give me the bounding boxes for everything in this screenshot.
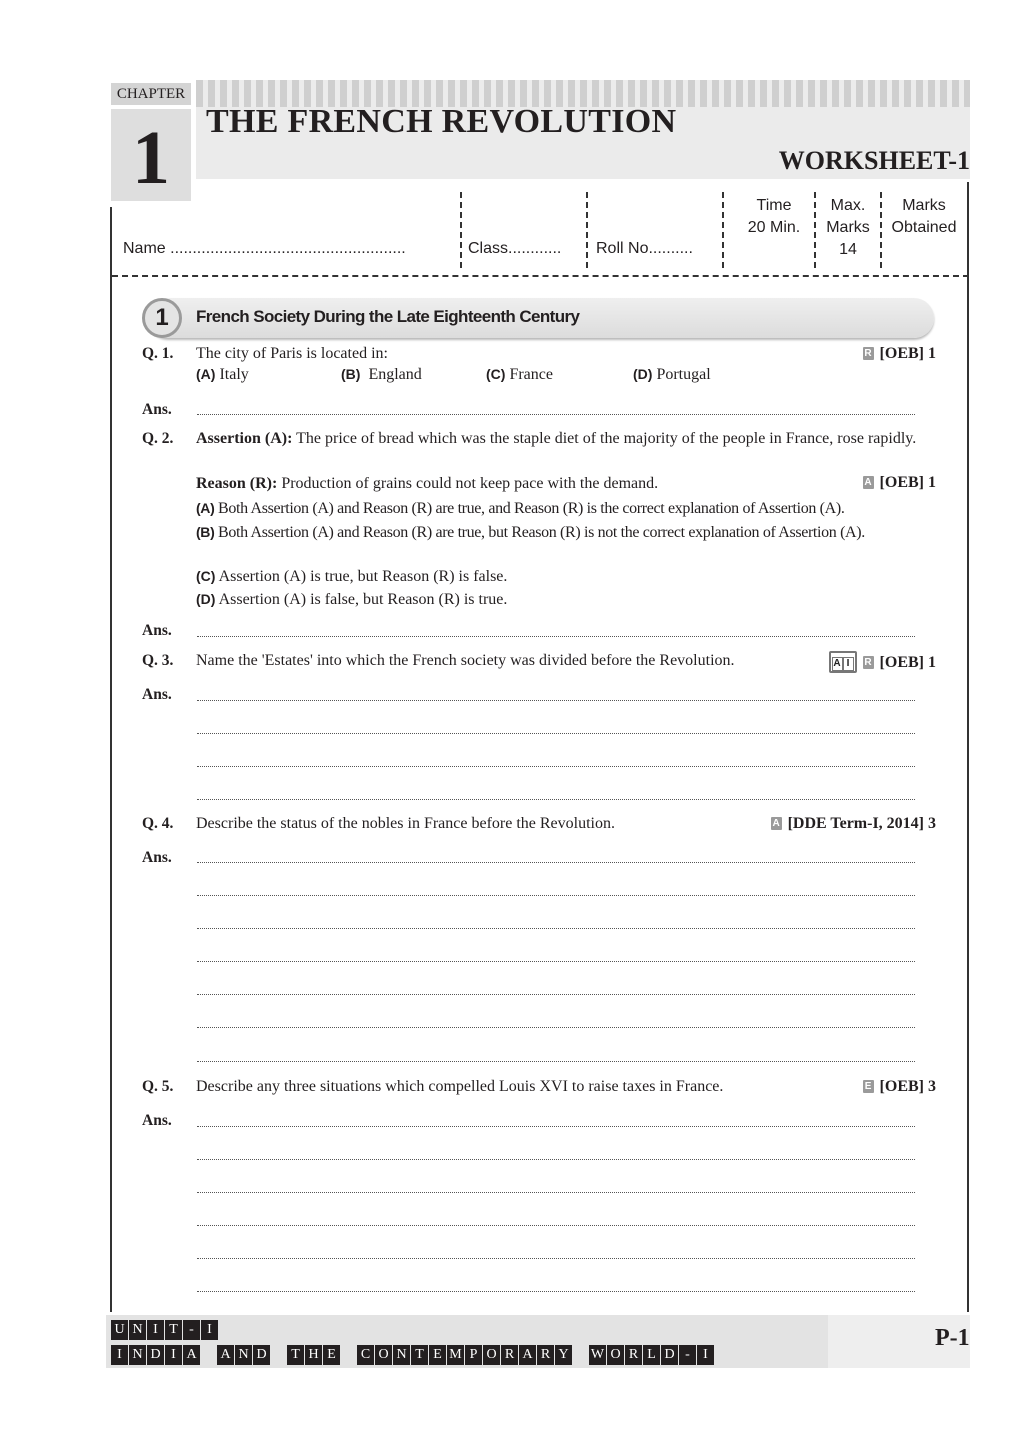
question-number: Q. 4. xyxy=(142,815,174,832)
letter-tile: N xyxy=(129,1320,146,1340)
letter-tile: D xyxy=(661,1345,678,1365)
word-gap xyxy=(341,1345,357,1365)
name-field[interactable]: Name ..................................................... xyxy=(123,240,406,257)
unit-label xyxy=(111,1320,219,1340)
section-title: French Society During the Late Eighteenth Century xyxy=(196,307,580,326)
option-a[interactable]: (A) Both Assertion (A) and Reason (R) are true, and Reason (R) is the correct explanation of Assertion (A). xyxy=(196,500,845,517)
letter-tile: I xyxy=(165,1345,182,1365)
chapter-title: THE FRENCH REVOLUTION xyxy=(206,103,677,140)
answer-line[interactable] xyxy=(197,1061,915,1062)
letter-tile: O xyxy=(375,1345,392,1365)
answer-line[interactable] xyxy=(197,1027,915,1028)
option-d[interactable]: (D) Assertion (A) is false, but Reason (R) is true. xyxy=(196,591,508,608)
class-field[interactable]: Class............ xyxy=(468,240,562,257)
question-tag xyxy=(863,1078,936,1096)
letter-tile: N xyxy=(393,1345,410,1365)
divider xyxy=(460,192,462,268)
marks-obtained-label-2: Obtained xyxy=(891,219,957,236)
answer-line[interactable] xyxy=(197,799,915,800)
tag-text: [OEB] 1 xyxy=(879,474,936,491)
letter-tile: R xyxy=(537,1345,554,1365)
chapter-number: 1 xyxy=(132,116,170,200)
letter-tile: O xyxy=(607,1345,624,1365)
option-d[interactable]: (D) Portugal xyxy=(633,366,711,383)
letter-tile: A xyxy=(519,1345,536,1365)
divider xyxy=(880,192,882,268)
answer-line[interactable] xyxy=(197,895,915,896)
letter-tile: C xyxy=(357,1345,374,1365)
letter-tile: P xyxy=(465,1345,482,1365)
subject-label xyxy=(111,1345,715,1365)
remember-icon: R xyxy=(864,657,872,668)
divider xyxy=(586,192,588,268)
letter-tile: T xyxy=(165,1320,182,1340)
answer-line[interactable] xyxy=(197,1159,915,1160)
answer-label: Ans. xyxy=(142,401,172,418)
letter-tile: I xyxy=(111,1345,128,1365)
question-number: Q. 1. xyxy=(142,345,174,362)
marks-obtained-box[interactable] xyxy=(884,195,964,239)
tag-text: [OEB] 1 xyxy=(879,654,936,671)
answer-line[interactable] xyxy=(197,1192,915,1193)
letter-tile: I xyxy=(697,1345,714,1365)
answer-label: Ans. xyxy=(142,622,172,639)
letter-tile: U xyxy=(111,1320,128,1340)
max-marks-label-2: Marks xyxy=(826,219,870,236)
question-tag xyxy=(771,815,936,833)
answer-line[interactable] xyxy=(197,733,915,734)
answer-line[interactable] xyxy=(197,961,915,962)
reason: Reason (R): Production of grains could not keep pace with the demand. xyxy=(196,475,659,492)
letter-tile: N xyxy=(129,1345,146,1365)
letter-tile: M xyxy=(447,1345,464,1365)
answer-line[interactable] xyxy=(197,414,915,415)
question-tag xyxy=(829,651,936,673)
student-info-row xyxy=(112,190,967,270)
question-number: Q. 5. xyxy=(142,1078,174,1095)
answer-line[interactable] xyxy=(197,1258,915,1259)
option-b[interactable]: (B) Both Assertion (A) and Reason (R) are true, but Reason (R) is not the correct explanation of Assertion (A). xyxy=(196,524,865,541)
letter-tile: T xyxy=(287,1345,304,1365)
letter-tile: I xyxy=(147,1320,164,1340)
question-number: Q. 3. xyxy=(142,652,174,669)
answer-line[interactable] xyxy=(197,1291,915,1292)
max-marks-label: Max. xyxy=(830,197,866,214)
chapter-number-box xyxy=(111,109,191,201)
letter-tile: L xyxy=(643,1345,660,1365)
answer-line[interactable] xyxy=(197,862,915,863)
option-c[interactable]: (C) France xyxy=(486,366,553,383)
answer-label: Ans. xyxy=(142,1112,172,1129)
letter-tile: H xyxy=(305,1345,322,1365)
apply-icon: A xyxy=(772,818,780,829)
answer-line[interactable] xyxy=(197,928,915,929)
answer-line[interactable] xyxy=(197,700,915,701)
letter-tile: D xyxy=(253,1345,270,1365)
answer-line[interactable] xyxy=(197,1225,915,1226)
word-gap xyxy=(271,1345,287,1365)
tag-text: [OEB] 3 xyxy=(879,1078,936,1095)
question-text: Describe the status of the nobles in France before the Revolution. xyxy=(196,815,615,832)
question-tag xyxy=(863,345,936,363)
marks-obtained-label: Marks xyxy=(902,197,946,214)
letter-tile: D xyxy=(147,1345,164,1365)
tag-text: [DDE Term-I, 2014] 3 xyxy=(787,815,936,832)
chapter-label: CHAPTER xyxy=(111,83,191,105)
frame-left-border xyxy=(110,207,112,1312)
letter-tile: W xyxy=(589,1345,606,1365)
letter-tile: O xyxy=(483,1345,500,1365)
page-number: P-1 xyxy=(935,1325,970,1351)
letter-tile: E xyxy=(323,1345,340,1365)
question-text: The city of Paris is located in: xyxy=(196,345,388,362)
letter-tile: E xyxy=(429,1345,446,1365)
divider xyxy=(722,192,724,268)
letter-tile: A xyxy=(183,1345,200,1365)
letter-tile: - xyxy=(679,1345,696,1365)
time-label: Time xyxy=(756,197,792,214)
option-c[interactable]: (C) Assertion (A) is true, but Reason (R) is false. xyxy=(196,568,508,585)
header-divider xyxy=(112,275,969,277)
letter-tile: Y xyxy=(555,1345,572,1365)
apply-icon: A xyxy=(864,477,872,488)
question-tag xyxy=(863,474,936,492)
time-box xyxy=(736,195,812,239)
answer-label: Ans. xyxy=(142,849,172,866)
word-gap xyxy=(201,1345,217,1365)
letter-tile: I xyxy=(201,1320,218,1340)
question-number: Q. 2. xyxy=(142,430,174,447)
frame-right-border xyxy=(967,182,969,1312)
evaluate-icon: E xyxy=(863,1080,874,1093)
letter-tile: - xyxy=(183,1320,200,1340)
letter-tile: R xyxy=(501,1345,518,1365)
answer-line[interactable] xyxy=(197,1126,915,1127)
letter-tile: N xyxy=(235,1345,252,1365)
ai-book-icon: A I xyxy=(829,651,857,673)
max-marks-box xyxy=(818,195,878,261)
section-number: 1 xyxy=(142,298,182,338)
option-b[interactable]: (B) England xyxy=(341,366,422,383)
answer-label: Ans. xyxy=(142,686,172,703)
tag-text: [OEB] 1 xyxy=(879,345,936,362)
letter-tile: A xyxy=(217,1345,234,1365)
max-marks-value: 14 xyxy=(839,241,857,258)
remember-icon: R xyxy=(864,348,872,359)
question-text: Name the 'Estates' into which the French society was divided before the Revolution. xyxy=(196,652,735,669)
word-gap xyxy=(573,1345,589,1365)
answer-line[interactable] xyxy=(197,766,915,767)
letter-tile: R xyxy=(625,1345,642,1365)
answer-line[interactable] xyxy=(197,636,915,637)
question-text: Describe any three situations which compelled Louis XVI to raise taxes in France. xyxy=(196,1078,724,1095)
option-a[interactable]: (A) Italy xyxy=(196,366,249,383)
letter-tile: T xyxy=(411,1345,428,1365)
divider xyxy=(814,192,816,268)
assertion: Assertion (A): The price of bread which was the staple diet of the majority of the people in France, rose rapidly. xyxy=(196,430,917,447)
answer-line[interactable] xyxy=(197,994,915,995)
time-value: 20 Min. xyxy=(747,219,801,236)
roll-no-field[interactable]: Roll No.......... xyxy=(596,240,693,257)
worksheet-label: WORKSHEET-1 xyxy=(778,146,970,175)
